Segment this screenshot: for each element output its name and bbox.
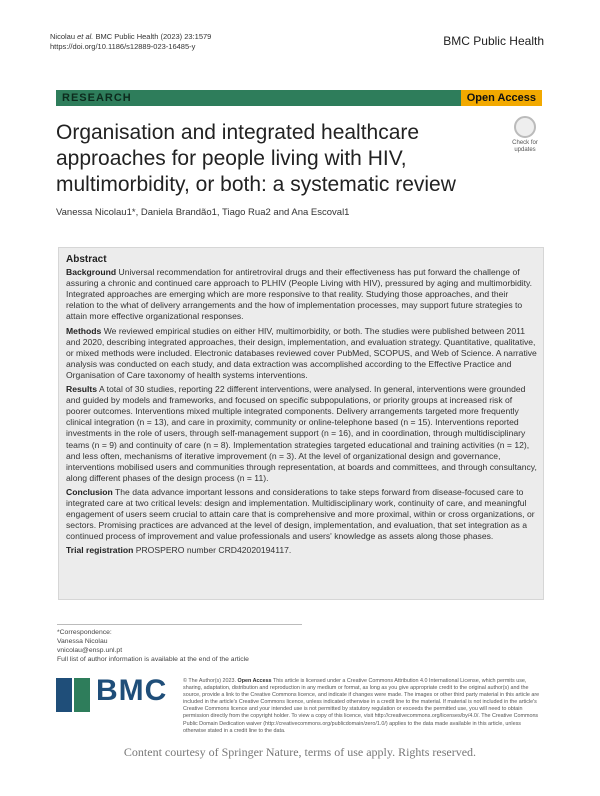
author-list: Vanessa Nicolau1*, Daniela Brandão1, Tiago Rua2 and Ana Escoval1 bbox=[56, 207, 350, 218]
citation-header bbox=[50, 32, 211, 52]
article-title: Organisation and integrated healthcare approaches for people living with HIV, multimorbidity, or both: a systematic review bbox=[56, 121, 456, 196]
abstract-box bbox=[58, 247, 544, 600]
logo-mark-green bbox=[74, 678, 90, 712]
abstract-heading: Abstract bbox=[66, 254, 107, 265]
open-access-badge: Open Access bbox=[461, 90, 542, 106]
license-text: © The Author(s) 2023. Open Access This article is licensed under a Creative Commons Attribution 4.0 International License, which permits use, sharing, adaptation, distribution and reproduction in any medium or format, as long as you give appropriate credit to the original author(s) and the source, provide a link to the Creative Commons licence, and indicate if changes were made. The images or other third party material in this article are included in the article's Creative Commons licence, unless indicated otherwise in a credit line to the material. If material is not included in the article's Creative Commons licence and your intended use is not permitted by statutory regulation or exceeds the permitted use, you will need to obtain permission directly from the copyright holder. To view a copy of this licence, visit http://creativecommons.org/licenses/by/4.0/. The Creative Commons Public Domain Dedication waiver (http://creativecommons.org/publicdomain/zero/1.0/) applies to the data made available in this article, unless otherwise stated in a credit line to the data. bbox=[183, 678, 540, 734]
logo-mark-blue bbox=[56, 678, 72, 712]
article-type-label: RESEARCH bbox=[62, 92, 132, 104]
correspondence-email[interactable]: vnicolau@ensp.unl.pt bbox=[57, 647, 123, 654]
bmc-logo bbox=[56, 676, 171, 716]
citation-authors: Nicolau bbox=[50, 32, 78, 41]
correspondence-footnote: *Correspondence: Vanessa Nicolau vnicolau@ensp.unl.pt Full list of author information is available at the end of the article bbox=[57, 624, 302, 664]
doi-link[interactable]: https://doi.org/10.1186/s12889-023-16485-y bbox=[50, 42, 196, 51]
check-for-updates-badge[interactable]: Check for updates bbox=[508, 116, 542, 152]
abstract-conclusion: Conclusion The data advance important lessons and considerations to take steps forward from disease-focused care to integrated care at two critical levels: design and implementation. Multidisciplinary work, continuity of care, and meaningful engagement of users seem crucial to attain care that is comprehensive and more proximal, within or cross organizations, or sectors. Promising practices are advanced at the level of design, implementation, and evaluation, that set integration as a continued process of improvement and value professionals and users' knowledge as assets along those phases. bbox=[66, 486, 535, 542]
article-type-banner bbox=[56, 90, 542, 106]
abstract-trial-registration: Trial registration PROSPERO number CRD42020194117. bbox=[66, 545, 292, 556]
citation-journal-year: BMC Public Health (2023) 23:1579 bbox=[93, 32, 212, 41]
abstract-results: Results A total of 30 studies, reporting 22 different interventions, were analysed. In general, interventions were grounded and guided by models and frameworks, and focused on specific subpopulations, or priority groups at increased risk of poorer outcomes. Interventions mixed multiple integrated components. Delivery arrangements targeted more frequently clinical integration (n = 13), and care in proximity, community or online-telephone based (n = 15). Interventions reported investments in the role of users, through self-management support (n = 16), and in coordination, through multidisciplinary teams (n = 9) and continuity of care (n = 8). Implementation strategies targeted educational and training activities (n = 12), and less often, mechanisms of iterative improvement (n = 3). At the level of organizational design and governance, interventions mobilised users and communities through representation, at boards and committees, and through consultancy, along different phases of the design process (n = 11). bbox=[66, 384, 537, 483]
springer-courtesy-notice: Content courtesy of Springer Nature, terms of use apply. Rights reserved. bbox=[123, 745, 477, 759]
citation-etal: et al. bbox=[77, 32, 94, 41]
logo-text: BMC bbox=[96, 674, 168, 707]
journal-name: BMC Public Health bbox=[443, 34, 544, 48]
check-updates-icon bbox=[514, 116, 536, 138]
abstract-methods: Methods We reviewed empirical studies on either HIV, multimorbidity, or both. The studies were published between 2011 and 2020, describing integrated approaches, their design, implementation, and evaluation strategy. Quantitative, qualitative, or mixed methods were included. Electronic databases reviewed cover PubMed, SCOPUS, and Web of Science. A narrative analysis was conducted on each study, and data extraction was accomplished according to the Effective Practice and Organisation of Care taxonomy of health systems interventions. bbox=[66, 325, 537, 380]
abstract-background: Background Universal recommendation for antiretroviral drugs and their effectiveness has put forward the challenge of assuring a chronic and continued care approach to PLHIV (People Living with HIV), pressured by aging and multimorbidity. Integrated approaches are emerging which are more responsive to that reality. Studying those approaches, and their relation to the what of delivery arrangements and the how of implementation processes, may support future strategies to attain more effective organizational responses. bbox=[66, 267, 533, 322]
